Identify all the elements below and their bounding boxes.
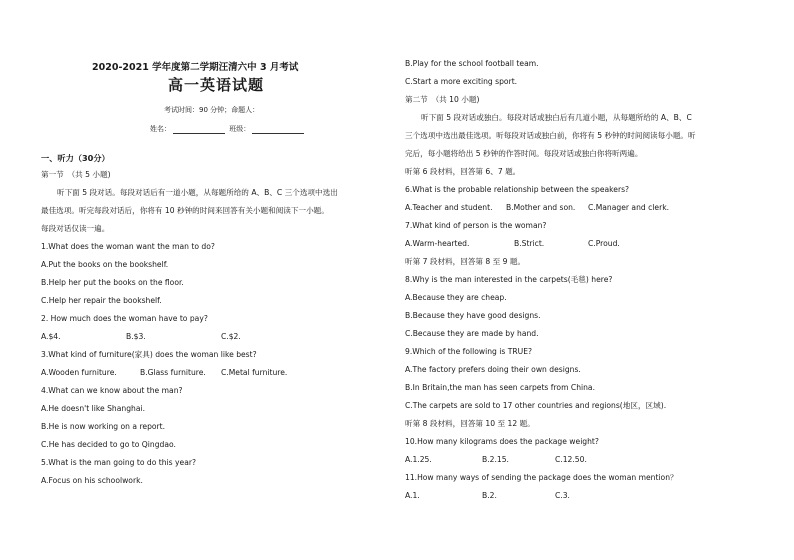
part1-instruction: 每段对话仅读一遍。 (41, 224, 110, 233)
option[interactable]: C.The carpets are sold to 17 other countries and regions(地区，区域). (405, 401, 667, 410)
option[interactable]: C.Metal furniture. (221, 368, 288, 377)
question-8: 8.Why is the man interested in the carpets(毛毯) here? (405, 275, 613, 284)
option[interactable]: C.Help her repair the bookshelf. (41, 296, 162, 305)
question-4: 4.What can we know about the man? (41, 386, 183, 395)
part2-instruction: 完后，每小题将给出 5 秒钟的作答时间。每段对话或独白你将听两遍。 (405, 149, 643, 158)
option[interactable]: B.Mother and son. (506, 203, 576, 212)
option[interactable]: B.Play for the school football team. (405, 59, 539, 68)
option[interactable]: A.Wooden furniture. (41, 368, 117, 377)
option[interactable]: B.2.15. (482, 455, 509, 464)
part2-instruction: 三个选项中选出最佳选项。听每段对话或独白前，你将有 5 秒钟的时间阅读每小题。听 (405, 131, 696, 140)
subject-title: 高一英语试题 (168, 76, 265, 94)
option[interactable]: A.Because they are cheap. (405, 293, 507, 302)
option[interactable]: B.He is now working on a report. (41, 422, 166, 431)
question-6: 6.What is the probable relationship between the speakers? (405, 185, 630, 194)
option[interactable]: C.Start a more exciting sport. (405, 77, 518, 86)
exam-info: 考试时间：90 分钟；命题人： (164, 106, 260, 114)
option[interactable]: A.1.25. (405, 455, 432, 464)
option[interactable]: A.Put the books on the bookshelf. (41, 260, 169, 269)
option[interactable]: B.Glass furniture. (140, 368, 206, 377)
option[interactable]: A.Teacher and student. (405, 203, 493, 212)
question-11: 11.How many ways of sending the package does the woman mention？ (405, 473, 678, 482)
class-blank[interactable] (252, 125, 304, 134)
option[interactable]: B.Help her put the books on the floor. (41, 278, 184, 287)
option[interactable]: B.Because they have good designs. (405, 311, 541, 320)
option[interactable]: C.Manager and clerk. (588, 203, 670, 212)
option[interactable]: A.Warm-hearted. (405, 239, 470, 248)
option[interactable]: A.1. (405, 491, 420, 500)
option[interactable]: C.$2. (221, 332, 241, 341)
part1-title: 第一节 （共 5 小题) (41, 170, 111, 179)
option[interactable]: A.$4. (41, 332, 61, 341)
option[interactable]: B.In Britain,the man has seen carpets from China. (405, 383, 595, 392)
name-label: 姓名： (150, 125, 171, 133)
option[interactable]: C.Because they are made by hand. (405, 329, 539, 338)
material-header: 听第 8 段材料，回答第 10 至 12 题。 (405, 419, 535, 428)
option[interactable]: C.3. (555, 491, 570, 500)
option[interactable]: B.2. (482, 491, 497, 500)
option[interactable]: C.Proud. (588, 239, 620, 248)
option[interactable]: A.He doesn't like Shanghai. (41, 404, 145, 413)
option[interactable]: B.$3. (126, 332, 146, 341)
material-header: 听第 6 段材料，回答第 6、7 题。 (405, 167, 521, 176)
part2-instruction: 听下面 5 段对话或独白。每段对话或独白后有几道小题，从每题所给的 A、B、C (421, 113, 692, 122)
option[interactable]: B.Strict. (514, 239, 545, 248)
question-1: 1.What does the woman want the man to do? (41, 242, 215, 251)
part1-instruction: 听下面 5 段对话。每段对话后有一道小题，从每题所给的 A、B、C 三个选项中选出 (57, 188, 338, 197)
question-10: 10.How many kilograms does the package weight? (405, 437, 599, 446)
option[interactable]: A.Focus on his schoolwork. (41, 476, 143, 485)
question-3: 3.What kind of furniture(家具) does the woman like best? (41, 350, 257, 359)
part1-instruction: 最佳选项。听完每段对话后，你将有 10 秒钟的时间来回答有关小题和阅读下一小题。 (41, 206, 329, 215)
option[interactable]: A.The factory prefers doing their own designs. (405, 365, 581, 374)
section-listening: 一、听力（30分） (41, 153, 110, 163)
question-9: 9.Which of the following is TRUE? (405, 347, 533, 356)
question-2: 2. How much does the woman have to pay? (41, 314, 208, 323)
name-blank[interactable] (173, 125, 225, 134)
question-7: 7.What kind of person is the woman? (405, 221, 547, 230)
class-label: 班级： (229, 125, 251, 133)
name-class-line (150, 124, 306, 134)
exam-title: 2020-2021 学年度第二学期汪清六中 3 月考试 (92, 62, 299, 73)
question-5: 5.What is the man going to do this year? (41, 458, 197, 467)
part2-title: 第二节 （共 10 小题) (405, 95, 480, 104)
option[interactable]: C.He has decided to go to Qingdao. (41, 440, 176, 449)
option[interactable]: C.12.50. (555, 455, 587, 464)
material-header: 听第 7 段材料，回答第 8 至 9 题。 (405, 257, 526, 266)
